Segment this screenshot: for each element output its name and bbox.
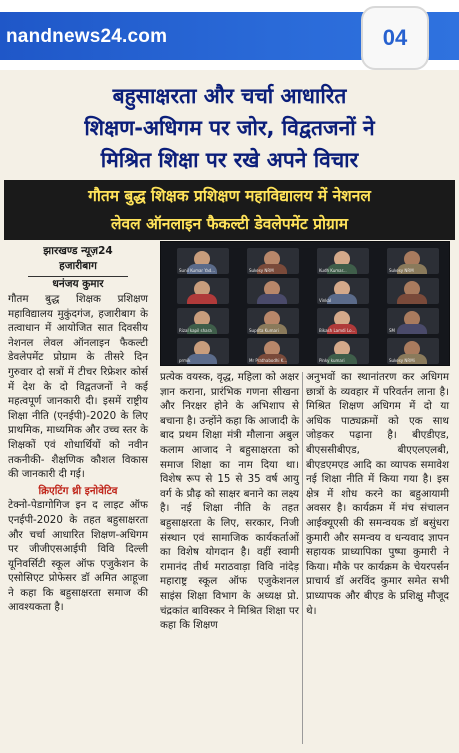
video-conference-photo: [160, 241, 450, 366]
masthead-bar: [0, 0, 459, 70]
participant-name: SM: [389, 328, 395, 333]
participant-tile: [387, 308, 439, 334]
site-url[interactable]: nandnews24.com: [6, 26, 168, 47]
participant-name: Kudh Kumar...: [319, 268, 347, 273]
participant-tile: [247, 338, 299, 364]
article-column-3: [306, 370, 449, 618]
participant-tile: [387, 338, 439, 364]
headline-line-2: शिक्षण-अधिगम पर जोर, विद्वतजनों ने: [84, 116, 375, 140]
participant-name: Sukesy NRM: [249, 268, 274, 273]
participant-body: [187, 294, 217, 304]
participant-tile: [317, 278, 369, 304]
participant-tile: [317, 248, 369, 274]
article-column-1: [8, 244, 148, 615]
participant-tile: [177, 248, 229, 274]
participant-tile: [177, 308, 229, 334]
participant-name: Sukesy NRM: [389, 268, 414, 273]
participant-tile: [247, 278, 299, 304]
participant-body: [187, 354, 217, 364]
column-divider: [302, 372, 303, 744]
participant-body: [397, 324, 427, 334]
participant-tile: [317, 338, 369, 364]
participant-tile: [177, 278, 229, 304]
participant-name: Mr Prathabodhi K...: [249, 358, 288, 363]
page-number: 04: [361, 6, 429, 70]
section-subtitle: क्रिएटिंग थ्री इनोवेटिव: [38, 484, 118, 497]
paragraph-2: टेक्नो-पेडागोगिज इन द लाइट ऑफ एनईपी-2020 के तहत बहुसाक्षरता और चर्चा आधारित शिक्षण-अधिगम पर जीजीएसआईपी विवि दिल्ली यूनिवर्सिटी स्कूल ऑफ एजुकेशन के एसोसिएट प्रोफेसर डॉ अमित आहूजा ने कहा कि बहुसाक्षरता समाज की आवश्यकता है।: [8, 499, 148, 614]
participant-tile: [247, 248, 299, 274]
participant-body: [397, 294, 427, 304]
participant-name: Bikash Lamdi Lo...: [319, 328, 356, 333]
participant-name: Pinky kumari: [319, 358, 345, 363]
participant-name: Suprita Kumari: [249, 328, 279, 333]
participant-name: Sunil Kumar Yad...: [179, 268, 216, 273]
participant-tile: [247, 308, 299, 334]
paragraph-1: गौतम बुद्ध शिक्षक प्रशिक्षण महाविद्यालय मुकुंदगंज, हजारीबाग के तत्वाधान में आयोजित सात दिवसीय नेशनल लेवल ऑनलाइन फैकल्टी डेवलेपमेंट प्रोग्राम के तीसरे दिन गुरुवार दो सत्रों में टीचर रिफ्रेशर कोर्स में देश के दो विद्वतजनों ने कई महत्वपूर्ण जानकारी दी। इसमें राष्ट्रीय शिक्षा नीति (एनईपी)-2020 के लिए प्राथमिक, माध्यमिक और उच्च स्तर के शिक्षकों एवं शोधार्थियों को नवीन तकनीकी- शैक्षणिक कौशल विकास की जानकारी दी गई।: [8, 293, 148, 481]
participant-body: [257, 294, 287, 304]
headline-line-3: मिश्रित शिक्षा पर रखे अपने विचार: [100, 148, 359, 172]
byline-author: धनंजय कुमार: [52, 278, 104, 290]
participant-tile: [177, 338, 229, 364]
headline: [0, 80, 459, 176]
participant-name: Sukesy NRMi: [389, 358, 415, 363]
participant-name: Vinkal: [319, 298, 332, 303]
subhead-line-2: लेवल ऑनलाइन फैकल्टी डेवलेपमेंट प्रोग्राम: [110, 215, 349, 233]
subhead-line-1: गौतम बुद्ध शिक्षक प्रशिक्षण महाविद्यालय में नेशनल: [88, 187, 371, 205]
column-2-text: प्रत्येक वयस्क, वृद्ध, महिला को अक्षर ज्ञान कराना, प्रारंभिक गणना सीखना और निरक्षर होने के अभिशाप से बचाना है। उन्होंने कहा कि आजादी के बाद प्रथम शिक्षा मंत्री मौलाना अबुल कलाम आजाद ने बहुसाक्षरता को समाज शिक्षा का नाम दिया था। विशेष रूप से 15 से 35 वर्ष आयु वर्ग के प्रौढ़ को साक्षर बनाने का लक्ष्य है। नई शिक्षा नीति के तहत बहुसाक्षरता के लिए, सरकार, निजी संस्थान एवं सामाजिक कार्यकर्ताओं का विशेष योगदान है। वहीं स्वामी रामानंद तीर्थ मराठवाड़ा विवि नांदेड़ महाराष्ट्र स्कूल ऑफ एजुकेशनल साइंस शिक्षा विभाग के अध्यक्ष प्रो. चंद्रकांत बाविस्कर ने मिश्रित शिक्षा पर कहा कि शिक्षण: [160, 371, 299, 632]
participant-tile: [387, 248, 439, 274]
byline-place: हजारीबाग: [59, 260, 97, 272]
participant-tile: [317, 308, 369, 334]
byline-source: झारखण्ड न्यूज़24: [43, 245, 113, 257]
headline-line-1: बहुसाक्षरता और चर्चा आधारित: [112, 84, 347, 108]
participant-body: [327, 294, 357, 304]
column-3-text: अनुभवों का स्थानांतरण कर अधिगम छात्रों के व्यवहार में परिवर्तन लाना है। मिश्रित शिक्षण अधिगम में दो या अधिक पाठ्यक्रमों को एक साथ जोड़कर पढ़ाना है। बीएडीएड, बीएससीबीएड, बीएएलएलबी, बीएडएमएड आदि का व्यापक समावेश नई शिक्षा नीति में किया गया है। इस क्षेत्र में शोध करने का बहुआयामी अवसर है। कार्यक्रम में मंच संचालन आईक्यूएसी की समन्वयक डॉ बसुंधरा कुमारी और समन्वय व धन्यवाद ज्ञापन सहायक प्राध्यापिका पुष्पा कुमारी ने किया। मौके पर कार्यक्रम के चेयरपर्सन प्राचार्य डॉ अरविंद कुमार समेत सभी प्राध्यापक और बीएड के प्रशिक्षु मौजूद थे।: [306, 371, 449, 617]
article-column-2: [160, 370, 299, 633]
participant-tile: [387, 278, 439, 304]
subheadline-banner: [4, 180, 455, 240]
byline: [8, 244, 148, 292]
participant-name: prmik: [179, 358, 191, 363]
participant-name: Rizal kapil shara: [179, 328, 212, 333]
